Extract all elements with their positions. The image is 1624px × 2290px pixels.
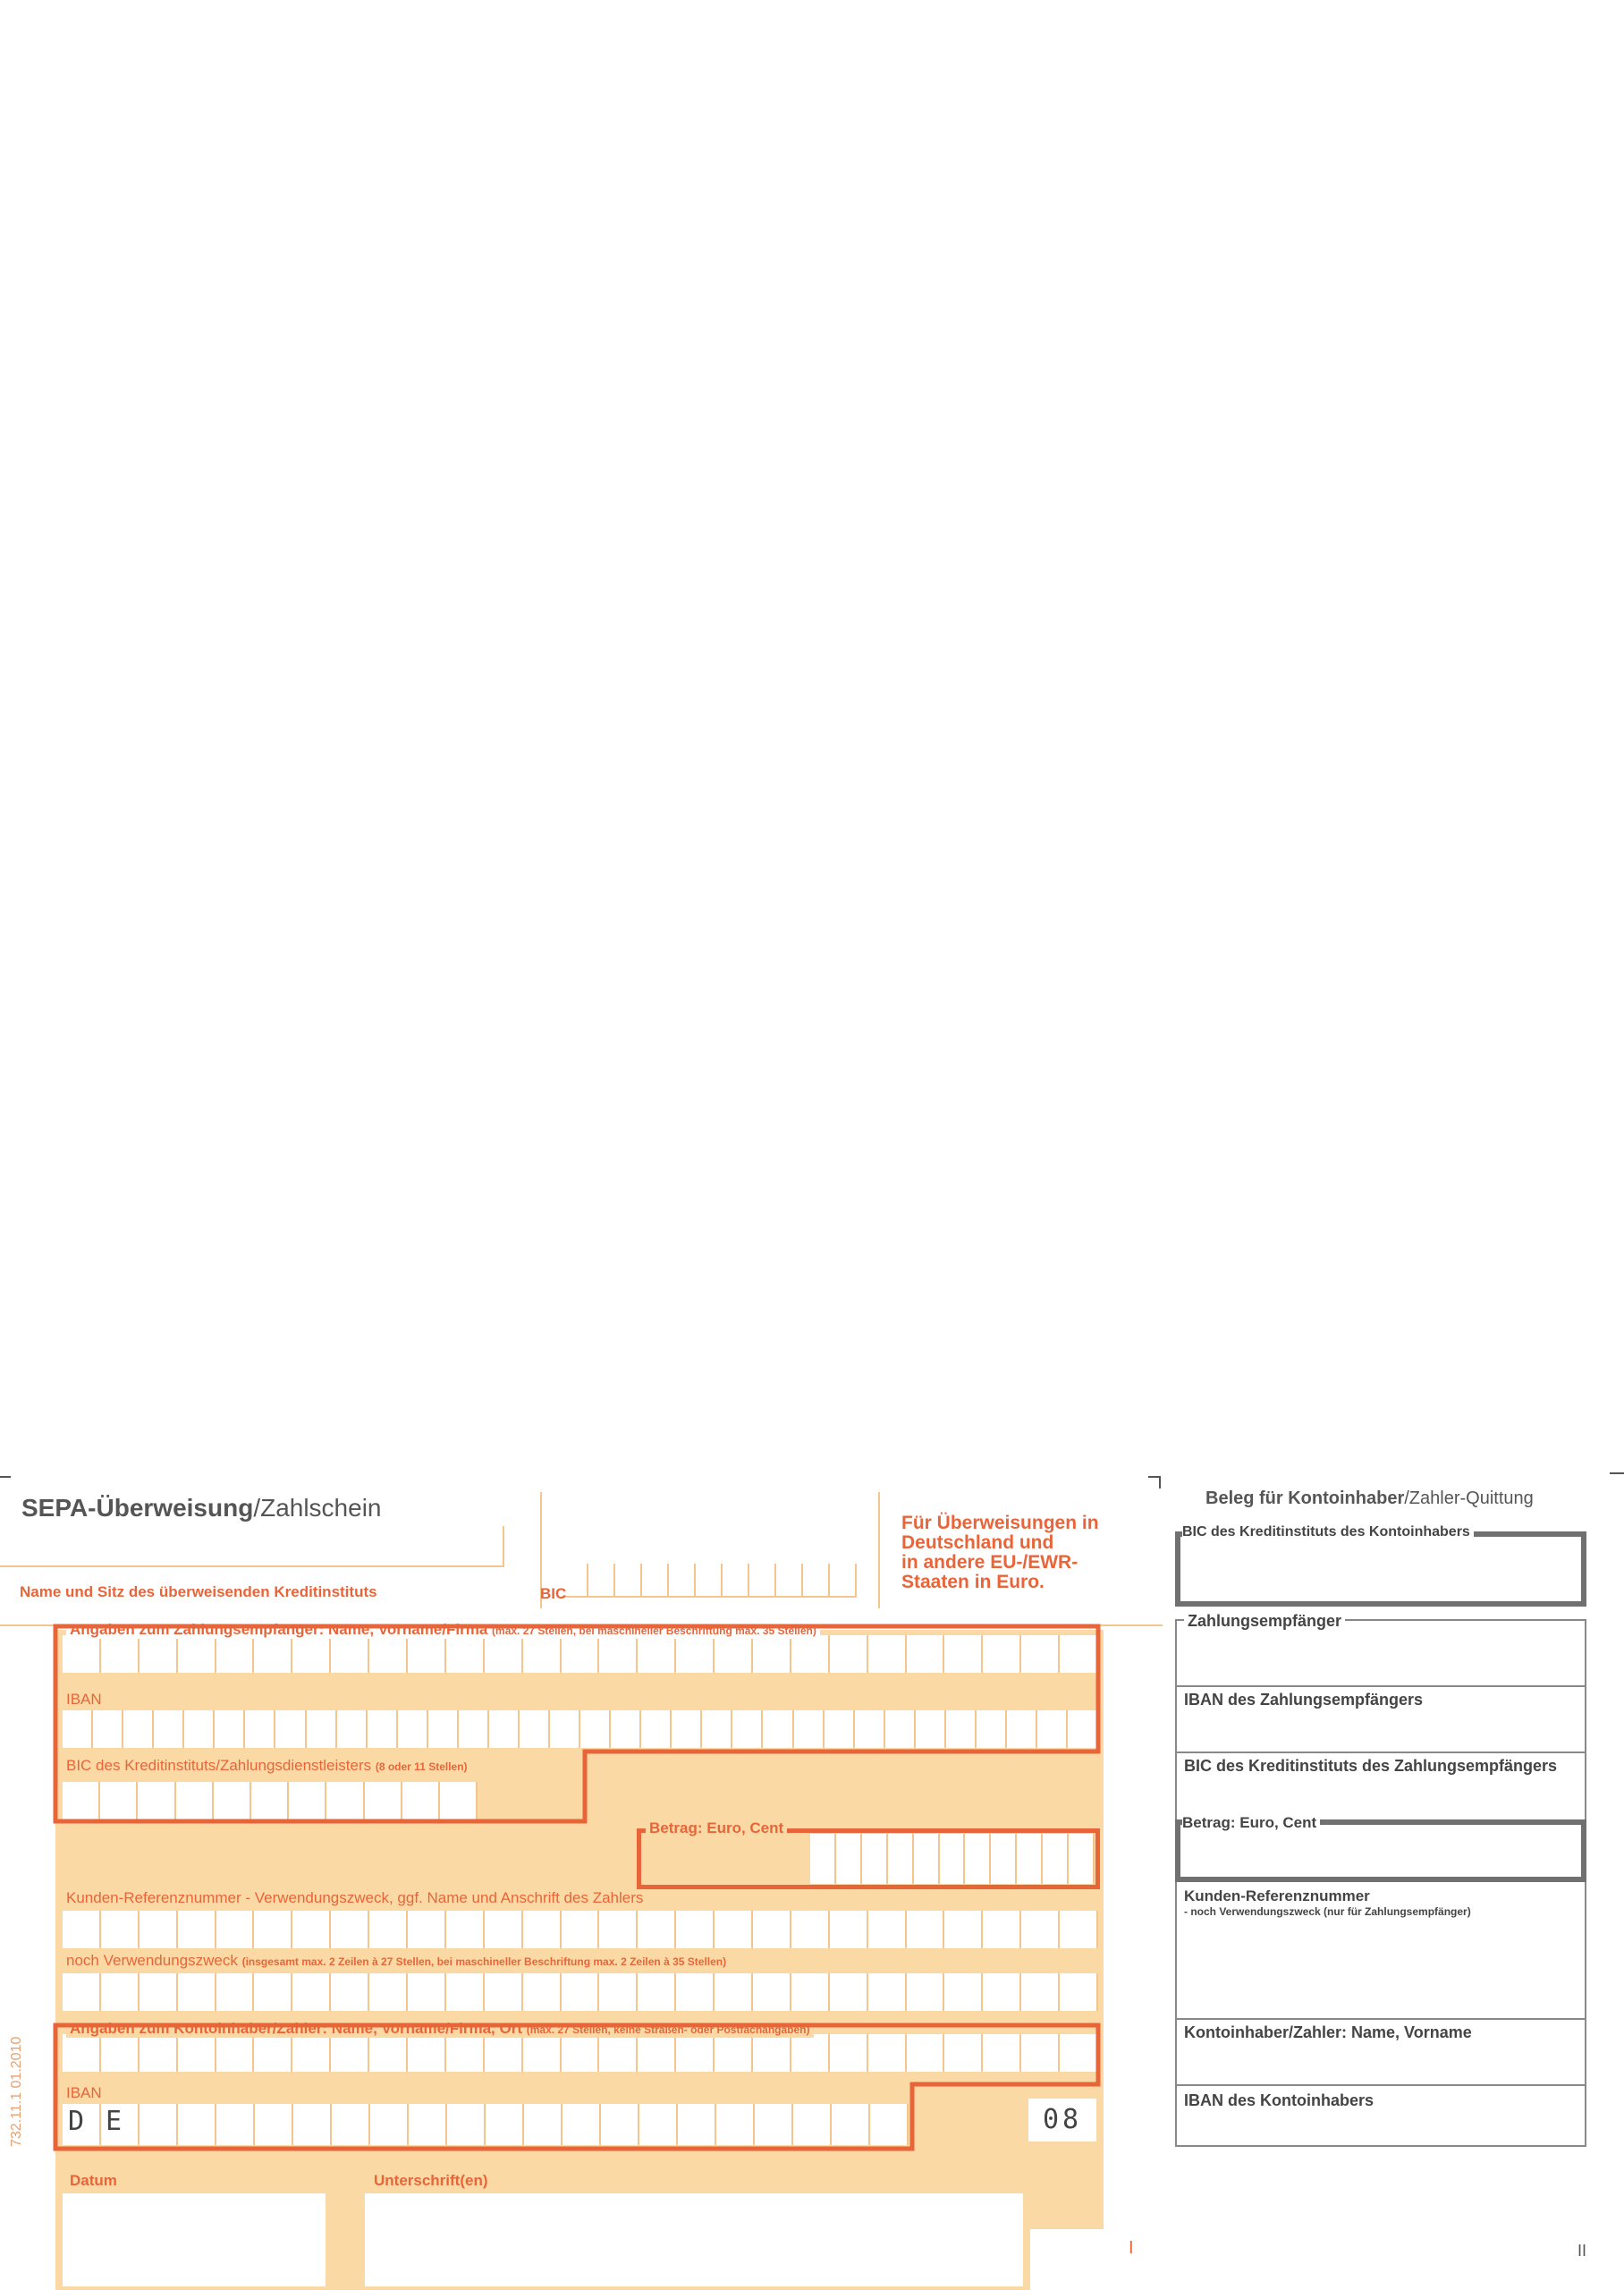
notice-line-2: Deutschland und bbox=[901, 1532, 1054, 1553]
purpose2-label-small: (insgesamt max. 2 Zeilen à 27 Stellen, bei maschineller Beschriftung max. 2 Zeilen à 35 Stellen) bbox=[241, 1955, 727, 1968]
amount-label: Betrag: Euro, Cent bbox=[646, 1819, 787, 1837]
mark-i: I bbox=[1129, 2238, 1134, 2258]
date-label: Datum bbox=[70, 2172, 117, 2189]
payer-iban-char-d: D bbox=[68, 2106, 85, 2137]
receipt-iban-payee-label: IBAN des Zahlungsempfängers bbox=[1184, 1691, 1424, 1709]
receipt-holder-name-label: Kontoinhaber/Zahler: Name, Vorname bbox=[1184, 2023, 1472, 2041]
payee-iban-label: IBAN bbox=[66, 1691, 102, 1708]
reference-label: Kunden-Referenznummer - Verwendungszweck, ggf. Name und Anschrift des Zahlers bbox=[66, 1889, 644, 1906]
payee-label-small: (max. 27 Stellen, bei maschineller Beschriftung max. 35 Stellen) bbox=[492, 1624, 816, 1637]
bic-holder-box[interactable] bbox=[1175, 1531, 1586, 1607]
receipt-title bbox=[1205, 1488, 1534, 1509]
notice-line-3: in andere EU-/EWR- bbox=[901, 1552, 1078, 1573]
code-value: 08 bbox=[1042, 2104, 1083, 2135]
receipt-holder-iban-label: IBAN des Kontoinhabers bbox=[1184, 2091, 1374, 2109]
purpose2-label-main: noch Verwendungszweck bbox=[66, 1952, 238, 1969]
payer-iban-label: IBAN bbox=[66, 2084, 102, 2101]
receipt-title-rest: /Zahler-Quittung bbox=[1404, 1488, 1534, 1508]
payee-bic-label-small: (8 oder 11 Stellen) bbox=[375, 1760, 468, 1773]
signature-label: Unterschrift(en) bbox=[374, 2172, 488, 2189]
receipt bbox=[1163, 1467, 1624, 2290]
receipt-amount-label: Betrag: Euro, Cent bbox=[1182, 1814, 1320, 1832]
payer-iban-char-e: E bbox=[106, 2106, 123, 2137]
receipt-bic-payee-label: BIC des Kreditinstituts des Zahlungsempfängers bbox=[1184, 1757, 1558, 1775]
signature-field[interactable] bbox=[365, 2193, 1023, 2286]
receipt-title-bold: Beleg für Kontoinhaber bbox=[1205, 1488, 1405, 1508]
notice-line-1: Für Überweisungen in bbox=[901, 1513, 1099, 1533]
form-side-code: 732.11.1 01.2010 bbox=[9, 2036, 24, 2147]
mark-ii: II bbox=[1577, 2242, 1587, 2260]
payee-label-rest: Name, Vorname/Firma bbox=[328, 1621, 488, 1638]
bank-name-label: Name und Sitz des überweisenden Kreditinstituts bbox=[20, 1583, 377, 1600]
receipt-payee-label: Zahlungsempfänger bbox=[1184, 1612, 1345, 1631]
notice-line-4: Staaten in Euro. bbox=[901, 1572, 1045, 1592]
payer-label-bold: Angaben zum Kontoinhaber/Zahler: bbox=[70, 2020, 328, 2037]
payee-bic-label-main: BIC des Kreditinstituts/Zahlungsdienstleisters bbox=[66, 1757, 372, 1774]
payer-label-rest: Name, Vorname/Firma, Ort bbox=[331, 2020, 522, 2037]
form-title-rest: /Zahlschein bbox=[253, 1494, 382, 1522]
bic-label: BIC bbox=[540, 1585, 567, 1602]
form-title-bold: SEPA-Überweisung bbox=[21, 1494, 254, 1522]
receipt-reference-label bbox=[1184, 1887, 1471, 1918]
payee-label-bold: Angaben zum Zahlungsempfänger: bbox=[70, 1621, 325, 1638]
receipt-reference-small: - noch Verwendungszweck (nur für Zahlungsempfänger) bbox=[1184, 1905, 1471, 1918]
receipt-reference-main: Kunden-Referenznummer bbox=[1184, 1887, 1370, 1904]
date-field[interactable] bbox=[63, 2193, 326, 2286]
payer-label-small: (max. 27 Stellen, keine Straßen- oder Postfachangaben) bbox=[526, 2023, 810, 2036]
bic-holder-label: BIC des Kreditinstituts des Kontoinhabers bbox=[1182, 1524, 1474, 1540]
